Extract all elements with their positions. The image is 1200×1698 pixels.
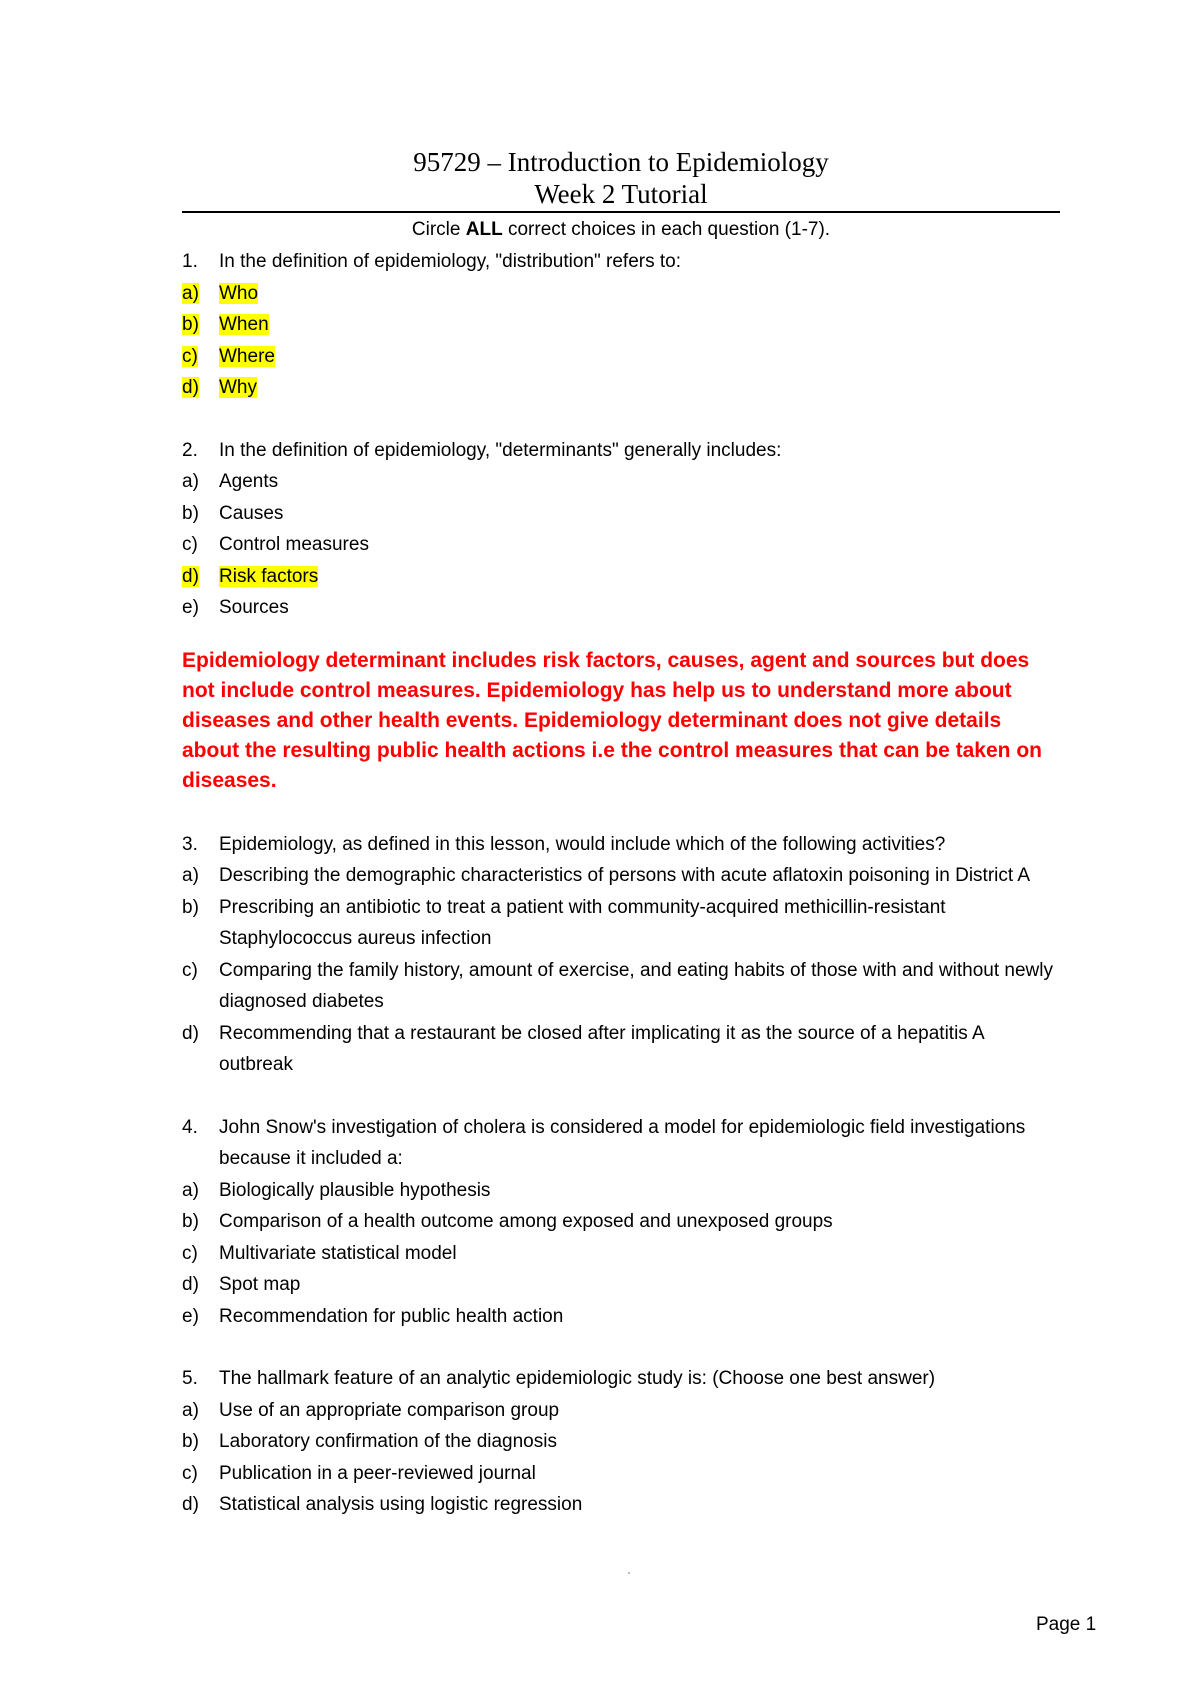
option-label: b) bbox=[182, 314, 199, 335]
question-stem bbox=[182, 246, 1062, 278]
option-text: Biologically plausible hypothesis bbox=[219, 1179, 491, 1201]
question-block bbox=[182, 1112, 1062, 1333]
question-number: 1. bbox=[182, 251, 198, 272]
answer-option[interactable] bbox=[182, 1269, 1062, 1301]
option-text: Prescribing an antibiotic to treat a patient with community-acquired methicillin-resistant Staphylococcus aureus infection bbox=[219, 896, 946, 949]
option-text: Statistical analysis using logistic regression bbox=[219, 1494, 583, 1515]
answer-option[interactable] bbox=[182, 955, 1062, 1018]
instruction-bold: ALL bbox=[465, 219, 503, 240]
answer-option[interactable] bbox=[182, 592, 1062, 624]
answer-option[interactable] bbox=[182, 1018, 1062, 1081]
option-text: Agents bbox=[219, 471, 279, 492]
option-text: Where bbox=[219, 345, 275, 367]
question-list bbox=[182, 246, 1062, 1552]
answer-option[interactable] bbox=[182, 278, 1062, 310]
question-block bbox=[182, 246, 1062, 404]
option-label: e) bbox=[182, 597, 199, 618]
question-number: 5. bbox=[182, 1368, 198, 1389]
answer-option[interactable] bbox=[182, 1458, 1062, 1490]
option-text: Spot map bbox=[219, 1274, 301, 1295]
answer-option[interactable] bbox=[182, 1426, 1062, 1458]
header-rule bbox=[182, 211, 1060, 213]
question-stem bbox=[182, 1363, 1062, 1395]
option-label: b) bbox=[182, 1211, 199, 1232]
instruction-pre: Circle bbox=[411, 219, 466, 240]
question-stem bbox=[182, 1112, 1062, 1175]
option-text: Laboratory confirmation of the diagnosis bbox=[219, 1431, 557, 1452]
scan-dot bbox=[628, 1572, 630, 1574]
option-label: b) bbox=[182, 502, 199, 524]
option-text: When bbox=[219, 314, 269, 335]
option-text: Comparison of a health outcome among exposed and unexposed groups bbox=[219, 1211, 833, 1232]
option-text: Causes bbox=[219, 502, 284, 524]
answer-option[interactable] bbox=[182, 1175, 1062, 1207]
option-label: d) bbox=[182, 565, 199, 587]
question-text: John Snow's investigation of cholera is considered a model for epidemiologic field investigations because it included a: bbox=[219, 1116, 1026, 1169]
answer-option[interactable] bbox=[182, 498, 1062, 530]
answer-option[interactable] bbox=[182, 309, 1062, 341]
answer-option[interactable] bbox=[182, 1238, 1062, 1270]
answer-option[interactable] bbox=[182, 341, 1062, 373]
option-text: Control measures bbox=[219, 534, 369, 555]
option-label: b) bbox=[182, 1431, 199, 1452]
option-text: Why bbox=[219, 377, 257, 398]
question-text: Epidemiology, as defined in this lesson, would include which of the following activities? bbox=[219, 833, 946, 855]
answer-option[interactable] bbox=[182, 860, 1062, 892]
option-text: Risk factors bbox=[219, 565, 319, 587]
option-label: e) bbox=[182, 1305, 199, 1327]
option-label: c) bbox=[182, 534, 198, 555]
question-text: In the definition of epidemiology, "determinants" generally includes: bbox=[219, 439, 782, 461]
option-text: Recommendation for public health action bbox=[219, 1305, 564, 1327]
option-text: Publication in a peer-reviewed journal bbox=[219, 1462, 536, 1484]
option-label: c) bbox=[182, 1462, 198, 1484]
option-label: d) bbox=[182, 377, 199, 398]
question-number: 4. bbox=[182, 1116, 198, 1138]
instruction-post: correct choices in each question (1-7). bbox=[502, 219, 831, 240]
option-label: c) bbox=[182, 1242, 198, 1264]
option-text: Comparing the family history, amount of exercise, and eating habits of those with and without newly diagnosed diabetes bbox=[219, 959, 1053, 1012]
question-block bbox=[182, 435, 1062, 624]
option-label: d) bbox=[182, 1494, 199, 1515]
option-label: a) bbox=[182, 1179, 199, 1201]
page-number: Page 1 bbox=[1036, 1614, 1097, 1635]
question-block bbox=[182, 1363, 1062, 1521]
answer-option[interactable] bbox=[182, 1489, 1062, 1521]
option-text: Sources bbox=[219, 597, 289, 618]
option-label: a) bbox=[182, 865, 199, 886]
instruction-line bbox=[182, 218, 1060, 242]
answer-option[interactable] bbox=[182, 372, 1062, 404]
option-label: c) bbox=[182, 959, 198, 981]
option-label: a) bbox=[182, 1399, 199, 1421]
option-text: Recommending that a restaurant be closed after implicating it as the source of a hepatitis A outbreak bbox=[219, 1022, 984, 1075]
question-stem bbox=[182, 435, 1062, 467]
answer-explanation: Epidemiology determinant includes risk factors, causes, agent and sources but does not include control measures. Epidemiology has help us to understand more about diseases and other health events. Epidemiology determinant does not give details about the resulting public health actions i.e the control measures that can be taken on diseases. bbox=[182, 648, 1042, 792]
question-text: In the definition of epidemiology, "distribution" refers to: bbox=[219, 251, 682, 272]
option-label: a) bbox=[182, 471, 199, 492]
question-number: 3. bbox=[182, 833, 198, 855]
option-label: d) bbox=[182, 1022, 199, 1044]
question-text: The hallmark feature of an analytic epidemiologic study is: (Choose one best answer) bbox=[219, 1368, 936, 1389]
question-number: 2. bbox=[182, 439, 198, 461]
tutorial-subtitle: Week 2 Tutorial bbox=[534, 179, 708, 209]
course-title: 95729 – Introduction to Epidemiology bbox=[413, 147, 829, 177]
question-stem bbox=[182, 829, 1062, 861]
option-text: Who bbox=[219, 282, 259, 304]
option-label: b) bbox=[182, 896, 199, 918]
answer-option[interactable] bbox=[182, 466, 1062, 498]
option-label: a) bbox=[182, 282, 199, 304]
answer-option[interactable] bbox=[182, 529, 1062, 561]
question-block bbox=[182, 829, 1062, 1081]
option-label: c) bbox=[182, 345, 198, 367]
answer-option[interactable] bbox=[182, 1301, 1062, 1333]
option-label: d) bbox=[182, 1274, 199, 1295]
answer-option[interactable] bbox=[182, 1206, 1062, 1238]
answer-option[interactable] bbox=[182, 561, 1062, 593]
option-text: Multivariate statistical model bbox=[219, 1242, 457, 1264]
answer-option[interactable] bbox=[182, 1395, 1062, 1427]
option-text: Describing the demographic characteristics of persons with acute aflatoxin poisoning in District A bbox=[219, 865, 1031, 886]
answer-option[interactable] bbox=[182, 892, 1062, 955]
document-header bbox=[182, 146, 1060, 210]
option-text: Use of an appropriate comparison group bbox=[219, 1399, 560, 1421]
